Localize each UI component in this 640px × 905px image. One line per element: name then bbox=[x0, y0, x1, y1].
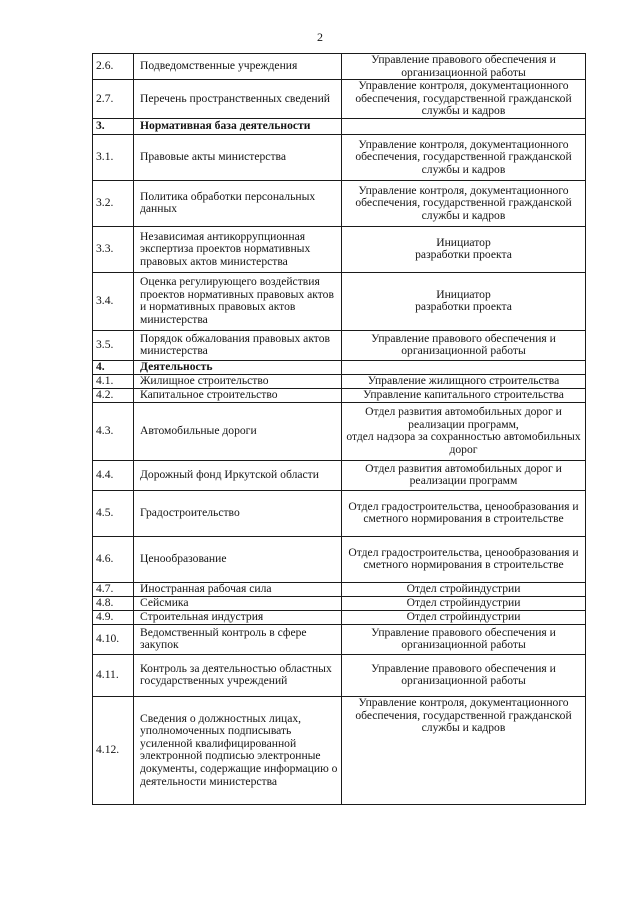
responsible-department: Инициатор разработки проекта bbox=[342, 226, 586, 272]
section-name: Подведомственные учреждения bbox=[134, 54, 342, 80]
section-name: Контроль за деятельностью областных государственных учреждений bbox=[134, 654, 342, 696]
table-row bbox=[93, 536, 586, 582]
responsible-department: Отдел стройиндустрии bbox=[342, 610, 586, 624]
section-name: Сведения о должностных лицах, уполномоченных подписывать усиленной квалифицированной электронной подписью электронные документы, содержащие информацию о деятельности министерства bbox=[134, 696, 342, 804]
row-number: 4.11. bbox=[93, 654, 134, 696]
section-name: Дорожный фонд Иркутской области bbox=[134, 460, 342, 490]
table-row bbox=[93, 624, 586, 654]
page-number: 2 bbox=[317, 30, 323, 44]
row-number: 3.3. bbox=[93, 226, 134, 272]
row-number: 4.9. bbox=[93, 610, 134, 624]
responsible-department: Отдел градостроительства, ценообразования и сметного нормирования в строительстве bbox=[342, 490, 586, 536]
table-row bbox=[93, 388, 586, 402]
table-row bbox=[93, 134, 586, 180]
table-row bbox=[93, 54, 586, 80]
section-name: Градостроительство bbox=[134, 490, 342, 536]
responsible-department: Управление контроля, документационного обеспечения, государственной гражданской службы и кадров bbox=[342, 134, 586, 180]
responsible-department: Отдел градостроительства, ценообразования и сметного нормирования в строительстве bbox=[342, 536, 586, 582]
table-row bbox=[93, 80, 586, 119]
row-number: 2.7. bbox=[93, 80, 134, 119]
responsible-department: Управление контроля, документационного обеспечения, государственной гражданской службы и кадров bbox=[342, 80, 586, 119]
responsible-department: Управление контроля, документационного обеспечения, государственной гражданской службы и кадров bbox=[342, 696, 586, 804]
row-number: 4.12. bbox=[93, 696, 134, 804]
table-row bbox=[93, 610, 586, 624]
table-row bbox=[93, 596, 586, 610]
table-row bbox=[93, 582, 586, 596]
responsible-department: Управление правового обеспечения и организационной работы bbox=[342, 654, 586, 696]
row-number: 4. bbox=[93, 360, 134, 374]
table-row bbox=[93, 402, 586, 460]
row-number: 4.8. bbox=[93, 596, 134, 610]
responsible-department: Управление правового обеспечения и организационной работы bbox=[342, 624, 586, 654]
row-number: 3.4. bbox=[93, 272, 134, 330]
row-number: 4.7. bbox=[93, 582, 134, 596]
row-number: 4.5. bbox=[93, 490, 134, 536]
responsible-department: Отдел развития автомобильных дорог и реализации программ bbox=[342, 460, 586, 490]
section-name: Политика обработки персональных данных bbox=[134, 180, 342, 226]
section-name: Ведомственный контроль в сфере закупок bbox=[134, 624, 342, 654]
row-number: 4.2. bbox=[93, 388, 134, 402]
table-row bbox=[93, 226, 586, 272]
responsible-department: Отдел стройиндустрии bbox=[342, 596, 586, 610]
section-header-row bbox=[93, 360, 586, 374]
responsible-department bbox=[342, 360, 586, 374]
responsible-department: Управление правового обеспечения и организационной работы bbox=[342, 330, 586, 360]
section-name: Иностранная рабочая сила bbox=[134, 582, 342, 596]
row-number: 4.10. bbox=[93, 624, 134, 654]
section-header-row bbox=[93, 118, 586, 134]
responsible-department: Управление жилищного строительства bbox=[342, 374, 586, 388]
responsible-department: Управление правового обеспечения и организационной работы bbox=[342, 54, 586, 80]
sections-table bbox=[92, 53, 586, 805]
row-number: 3. bbox=[93, 118, 134, 134]
row-number: 3.1. bbox=[93, 134, 134, 180]
table-row bbox=[93, 654, 586, 696]
responsible-department: Инициатор разработки проекта bbox=[342, 272, 586, 330]
section-name: Ценообразование bbox=[134, 536, 342, 582]
section-name: Оценка регулирующего воздействия проектов нормативных правовых актов и нормативных правовых актов министерства bbox=[134, 272, 342, 330]
table-row bbox=[93, 374, 586, 388]
section-name: Автомобильные дороги bbox=[134, 402, 342, 460]
row-number: 3.2. bbox=[93, 180, 134, 226]
section-name: Независимая антикоррупционная экспертиза проектов нормативных правовых актов министерства bbox=[134, 226, 342, 272]
table-row bbox=[93, 330, 586, 360]
row-number: 4.3. bbox=[93, 402, 134, 460]
row-number: 2.6. bbox=[93, 54, 134, 80]
section-name: Капитальное строительство bbox=[134, 388, 342, 402]
section-name: Строительная индустрия bbox=[134, 610, 342, 624]
responsible-department: Управление контроля, документационного обеспечения, государственной гражданской службы и кадров bbox=[342, 180, 586, 226]
row-number: 4.6. bbox=[93, 536, 134, 582]
table-row bbox=[93, 460, 586, 490]
section-name: Порядок обжалования правовых актов министерства bbox=[134, 330, 342, 360]
section-name: Жилищное строительство bbox=[134, 374, 342, 388]
row-number: 4.4. bbox=[93, 460, 134, 490]
section-name: Перечень пространственных сведений bbox=[134, 80, 342, 119]
section-name: Сейсмика bbox=[134, 596, 342, 610]
table-row bbox=[93, 696, 586, 804]
section-name: Правовые акты министерства bbox=[134, 134, 342, 180]
responsible-department: Управление капитального строительства bbox=[342, 388, 586, 402]
responsible-department bbox=[342, 118, 586, 134]
responsible-department: Отдел развития автомобильных дорог и реализации программ, отдел надзора за сохранностью автомобильных дорог bbox=[342, 402, 586, 460]
row-number: 4.1. bbox=[93, 374, 134, 388]
section-name: Нормативная база деятельности bbox=[134, 118, 342, 134]
row-number: 3.5. bbox=[93, 330, 134, 360]
table-row bbox=[93, 180, 586, 226]
table-row bbox=[93, 272, 586, 330]
table-row bbox=[93, 490, 586, 536]
responsible-department: Отдел стройиндустрии bbox=[342, 582, 586, 596]
section-name: Деятельность bbox=[134, 360, 342, 374]
